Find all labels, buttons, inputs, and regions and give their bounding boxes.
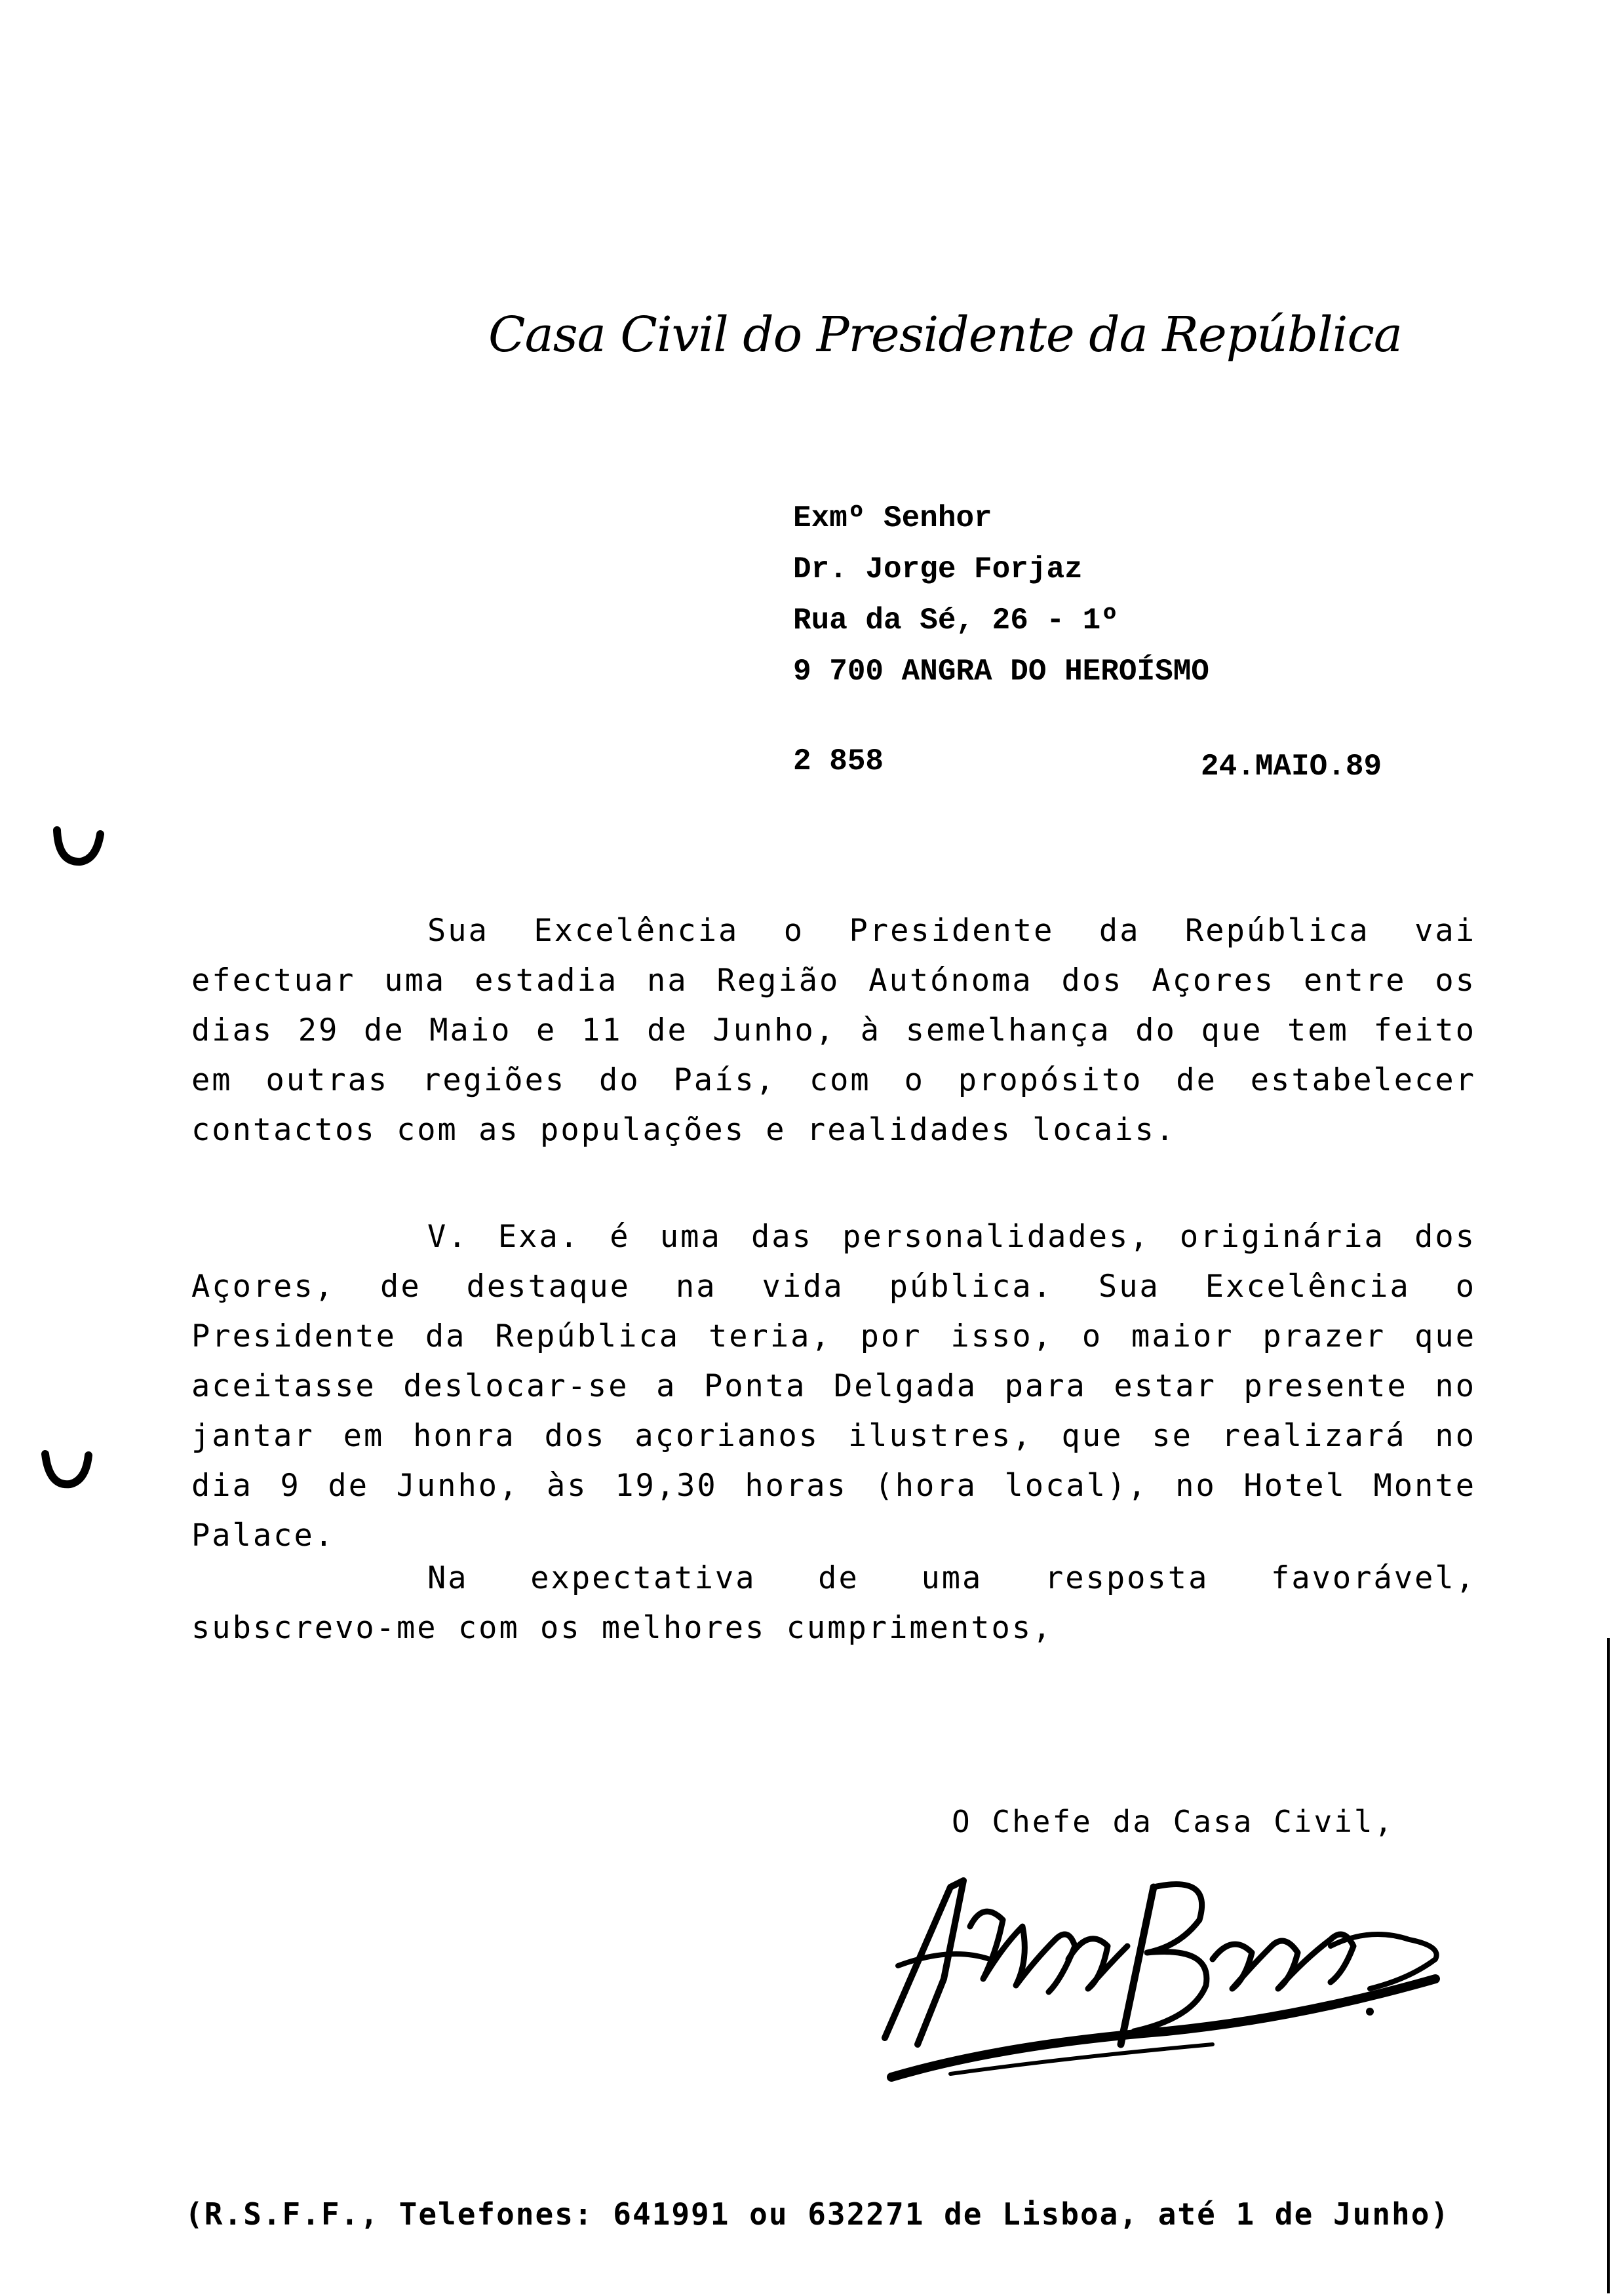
reference-date: 24.MAIO.89 <box>1201 750 1382 784</box>
footer-note: (R.S.F.F., Telefones: 641991 ou 632271 de Lisboa, até 1 de Junho) <box>185 2196 1450 2232</box>
page-edge-line <box>1607 1638 1610 2293</box>
body-paragraph-1: Sua Excelência o Presidente da República vai efectuar uma estadia na Região Autónoma dos Açores entre os dias 29 de Maio e 11 de Junho, à semelhança do que tem feito em outras regiões do País, com o propósito de estabelecer contactos com as populações e realidades locais. <box>191 913 1476 1148</box>
letterhead: Casa Civil do Presidente da República <box>488 307 1403 363</box>
body-paragraph-3: Na expectativa de uma resposta favorável, subscrevo-me com os melhores cumprimentos, <box>191 1560 1476 1646</box>
punch-hole-mark <box>36 1438 95 1497</box>
body-paragraph-2: V. Exa. é uma das personalidades, originária dos Açores, de destaque na vida pública. Sua Excelência o Presidente da República teria, por isso, o maior prazer que aceitasse deslocar-se a Ponta Delgada para estar presente no jantar em honra dos açorianos ilustres, que se realizará no dia 9 de Junho, às 19,30 horas (hora local), no Hotel Monte Palace. <box>191 1219 1476 1554</box>
reference-line <box>793 744 1449 784</box>
recipient-city: 9 700 ANGRA DO HEROÍSMO <box>793 655 1209 689</box>
recipient-address <box>793 493 1209 697</box>
recipient-salutation: Exmº Senhor <box>793 501 992 535</box>
punch-hole-mark <box>49 816 108 875</box>
recipient-street: Rua da Sé, 26 - 1º <box>793 603 1119 638</box>
signature <box>872 1848 1462 2097</box>
reference-number: 2 858 <box>793 744 884 778</box>
closing-title: O Chefe da Casa Civil, <box>952 1804 1395 1839</box>
recipient-name: Dr. Jorge Forjaz <box>793 552 1083 586</box>
